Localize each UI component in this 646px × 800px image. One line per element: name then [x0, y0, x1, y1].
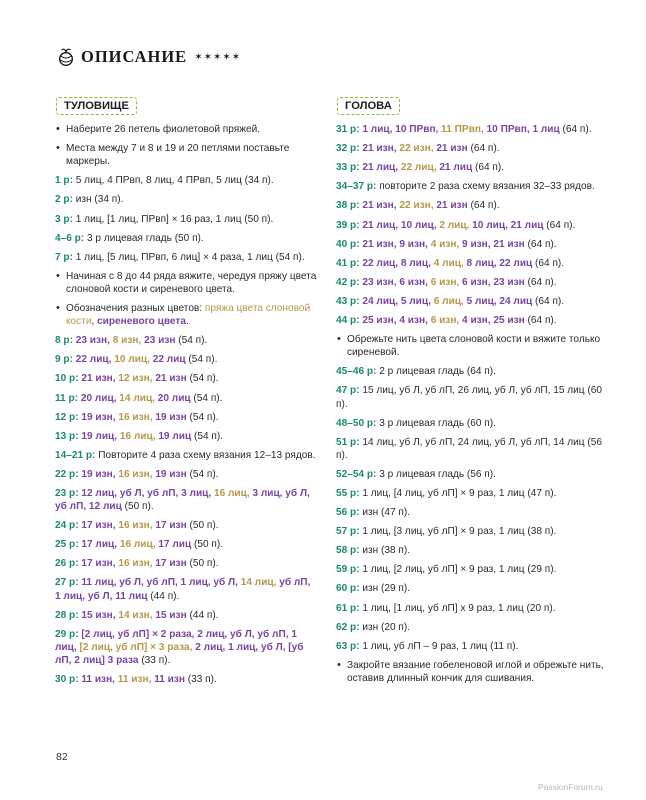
- row-42: 42 р: 23 изн, 6 изн, 6 изн, 6 изн, 23 изн (64 п).: [336, 276, 557, 288]
- watermark-site: PassionForum.ru: [538, 782, 603, 792]
- row-32: 32 р: 21 изн, 22 изн, 21 изн (64 п).: [336, 143, 500, 155]
- row-12: 12 р: 19 изн, 16 изн, 19 изн (54 п).: [55, 411, 219, 423]
- row-39: 39 р: 21 лиц, 10 лиц, 2 лиц, 10 лиц, 21 лиц (64 п).: [336, 219, 576, 231]
- section-header: [57, 47, 241, 67]
- row-48-50: 48–50 р: 3 р лицевая гладь (60 п).: [336, 417, 496, 429]
- row-22: 22 р: 19 изн, 16 изн, 19 изн (54 п).: [55, 468, 219, 480]
- row-59: 59 р: 1 лиц, [2 лиц, уб лП] × 9 раз, 1 лиц (29 п).: [336, 564, 557, 576]
- row-47: 47 р: 15 лиц, уб Л, уб лП, 26 лиц, уб Л, уб лП, 15 лиц (60 п).: [336, 385, 602, 410]
- row-25: 25 р: 17 лиц, 16 лиц, 17 лиц (50 п).: [55, 539, 224, 551]
- row-2: 2 р: изн (34 п).: [55, 194, 124, 206]
- row-38: 38 р: 21 изн, 22 изн, 21 изн (64 п).: [336, 200, 500, 212]
- row-9: 9 р: 22 лиц, 10 лиц, 22 лиц (54 п).: [55, 354, 218, 366]
- instruction-bullet: • Наберите 26 петель фиолетовой пряжей.: [55, 123, 317, 136]
- row-58: 58 р: изн (38 п).: [336, 545, 411, 557]
- row-55: 55 р: 1 лиц, [4 лиц, уб лП] × 9 раз, 1 лиц (47 п).: [336, 487, 557, 499]
- row-63: 63 р: 1 лиц, уб лП – 9 раз, 1 лиц (11 п).: [336, 640, 519, 652]
- row-33: 33 р: 21 лиц, 22 лиц, 21 лиц (64 п).: [336, 162, 505, 174]
- section-heading-body: ТУЛОВИЩЕ: [56, 97, 137, 115]
- title-stars: ✶✶✶✶✶: [194, 51, 242, 63]
- instruction-bullet: • Начиная с 8 до 44 ряда вяжите, чередуя пряжу цвета слоновой кости и сиреневого цвета.: [55, 270, 317, 296]
- row-7: 7 р: 1 лиц, [5 лиц, ПРвп, 6 лиц] × 4 раза, 1 лиц (54 п).: [55, 251, 305, 263]
- row-51: 51 р: 14 лиц, уб Л, уб лП, 24 лиц, уб Л, уб лП, 14 лиц (56 п).: [336, 436, 602, 461]
- row-29: 29 р: [2 лиц, уб лП] × 2 раза, 2 лиц, уб Л, уб лП, 1 лиц, [2 лиц, уб лП] × 3 раза, 2 лиц, 1 лиц, уб Л, [уб лП, 2 лиц] 3 раза (33 п).: [55, 628, 304, 666]
- row-30: 30 р: 11 изн, 11 изн, 11 изн (33 п).: [55, 674, 217, 685]
- row-26: 26 р: 17 изн, 16 изн, 17 изн (50 п).: [55, 558, 219, 570]
- row-62: 62 р: изн (20 п).: [336, 621, 411, 633]
- row-31: 31 р: 1 лиц, 10 ПРвп, 11 ПРвп, 10 ПРвп, 1 лиц (64 п).: [336, 124, 592, 136]
- row-24: 24 р: 17 изн, 16 изн, 17 изн (50 п).: [55, 520, 219, 532]
- row-10: 10 р: 21 изн, 12 изн, 21 изн (54 п).: [55, 373, 219, 385]
- left-column: [55, 97, 317, 692]
- row-61: 61 р: 1 лиц, [1 лиц, уб лП] x 9 раз, 1 лиц (20 п).: [336, 602, 556, 614]
- yarn-ball-icon: [57, 47, 75, 67]
- row-28: 28 р: 15 изн, 14 изн, 15 изн (44 п).: [55, 609, 219, 621]
- row-8: 8 р: 23 изн, 8 изн, 23 изн (54 п).: [55, 335, 208, 347]
- row-23: 23 р: 12 лиц, уб Л, уб лП, 3 лиц, 16 лиц, 3 лиц, уб Л, уб лП, 12 лиц (50 п).: [55, 487, 310, 513]
- row-43: 43 р: 24 лиц, 5 лиц, 6 лиц, 5 лиц, 24 лиц (64 п).: [336, 295, 565, 307]
- page-title: ОПИСАНИЕ: [81, 47, 188, 66]
- row-14-21: 14–21 р: Повторите 4 раза схему вязания 12–13 рядов.: [55, 449, 316, 461]
- row-34-37: 34–37 р: повторите 2 раза схему вязания 32–33 рядов.: [336, 181, 595, 193]
- row-40: 40 р: 21 изн, 9 изн, 4 изн, 9 изн, 21 изн (64 п).: [336, 238, 557, 250]
- row-27: 27 р: 11 лиц, уб Л, уб лП, 1 лиц, уб Л, 14 лиц, уб лП, 1 лиц, уб Л, 11 лиц (44 п).: [55, 577, 311, 602]
- instruction-bullet: • Закройте вязание гобеленовой иглой и обрежьте нить, оставив длинный кончик для сшивания.: [336, 659, 606, 685]
- row-45-46: 45–46 р: 2 р лицевая гладь (64 п).: [336, 366, 496, 378]
- row-41: 41 р: 22 лиц, 8 лиц, 4 лиц, 8 лиц, 22 лиц (64 п).: [336, 257, 565, 269]
- row-44: 44 р: 25 изн, 4 изн, 6 изн, 4 изн, 25 изн (64 п).: [336, 315, 557, 327]
- instruction-bullet: • Обрежьте нить цвета слоновой кости и вяжите только сиреневой.: [336, 333, 606, 359]
- row-3: 3 р: 1 лиц, [1 лиц, ПРвп] × 16 раз, 1 лиц (50 п).: [55, 213, 274, 225]
- row-1: 1 р: 5 лиц, 4 ПРвп, 8 лиц, 4 ПРвп, 5 лиц (34 п).: [55, 175, 274, 187]
- row-4-6: 4–6 р: 3 р лицевая гладь (50 п).: [55, 232, 204, 244]
- row-52-54: 52–54 р: 3 р лицевая гладь (56 п).: [336, 468, 496, 480]
- row-11: 11 р: 20 лиц, 14 лиц, 20 лиц (54 п).: [55, 392, 223, 404]
- row-56: 56 р: изн (47 п).: [336, 507, 411, 519]
- instruction-bullet: • Места между 7 и 8 и 19 и 20 петлями поставьте маркеры.: [55, 142, 317, 168]
- row-60: 60 р: изн (29 п).: [336, 583, 411, 595]
- right-column: [336, 97, 606, 691]
- section-heading-head: ГОЛОВА: [337, 97, 400, 115]
- row-13: 13 р: 19 лиц, 16 лиц, 19 лиц (54 п).: [55, 430, 224, 442]
- row-57: 57 р: 1 лиц, [3 лиц, уб лП] × 9 раз, 1 лиц (38 п).: [336, 526, 557, 538]
- color-legend: • Обозначения разных цветов: пряжа цвета слоновой кости, сиреневого цвета.: [55, 302, 317, 328]
- page-number: 82: [56, 751, 68, 763]
